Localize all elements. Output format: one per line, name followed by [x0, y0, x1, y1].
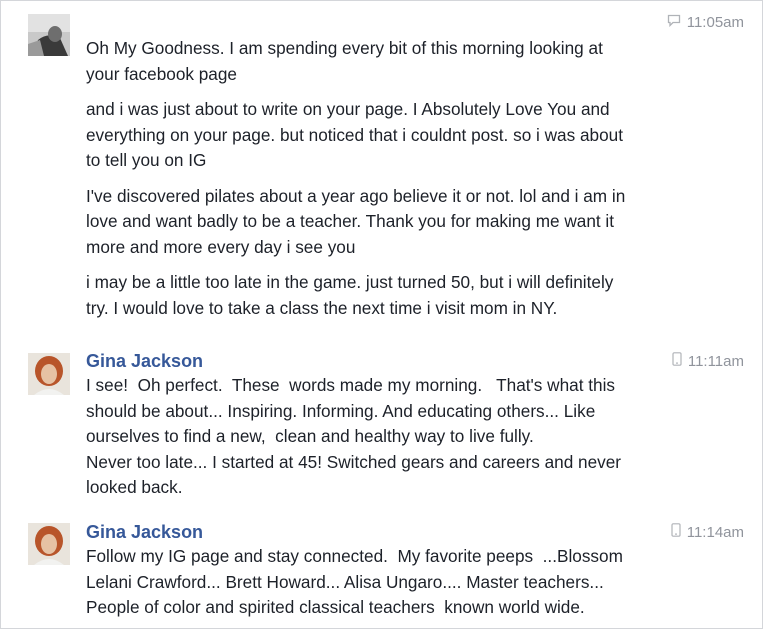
- message-body: [86, 544, 686, 621]
- message-text: Follow my IG page and stay connected. My favorite peeps ...Blossom Lelani Crawford... Brett Howard... Alisa Ungaro.... Master teachers... People of color and spirited classical teachers known world wide.: [86, 546, 623, 617]
- message-body: [86, 373, 686, 501]
- message-meta: [672, 352, 744, 372]
- message-body: [86, 36, 686, 321]
- message-text: Oh My Goodness. I am spending every bit of this morning looking at your facebook page: [86, 38, 603, 84]
- message-text: and i was just about to write on your page. I Absolutely Love You and everything on your page. but noticed that i couldnt post. so i was about to tell you on IG: [86, 99, 623, 170]
- mobile-phone-icon: [671, 523, 681, 543]
- avatar[interactable]: [28, 353, 70, 395]
- message-timestamp: 11:14am: [686, 524, 744, 541]
- message-timestamp: 11:11am: [687, 353, 744, 370]
- avatar[interactable]: [28, 14, 70, 56]
- message-text: I see! Oh perfect. These words made my morning. That's what this should be about... Inspiring. Informing. And educating others... Like ourselves to find a new, clean and healthy way to live fully. Never too late... I started at 45! Switched gears and careers and never looked back.: [86, 375, 622, 497]
- avatar[interactable]: [28, 523, 70, 565]
- message-timestamp: 11:05am: [686, 14, 744, 31]
- message-meta: [671, 523, 744, 543]
- message-meta: [667, 13, 744, 33]
- mobile-phone-icon: [672, 352, 682, 372]
- chat-bubble-icon: [667, 13, 681, 33]
- message-text: I've discovered pilates about a year ago believe it or not. lol and i am in love and want badly to be a teacher. Thank you for making me want it more and more every day i see you: [86, 185, 626, 257]
- message-text: i may be a little too late in the game. just turned 50, but i will definitely try. I would love to take a class the next time i visit mom in NY.: [86, 272, 614, 318]
- sender-name[interactable]: Gina Jackson: [86, 351, 204, 371]
- sender-name[interactable]: Gina Jackson: [86, 522, 204, 542]
